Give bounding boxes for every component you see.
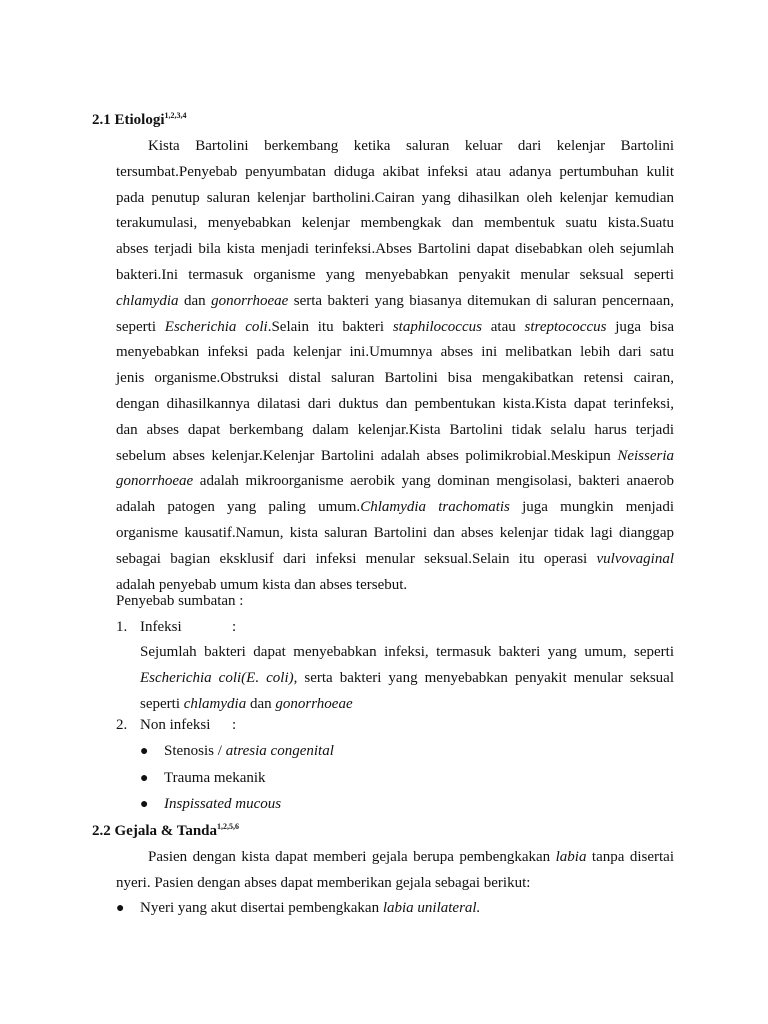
etiologi-paragraph	[116, 134, 674, 598]
text-line	[116, 845, 674, 871]
text-run: menyebabkan infeksi pada kelenjar ini.Umumnya abses ini melibatkan lebih dari satu	[116, 344, 674, 361]
italic-term: Chlamydia trachomatis	[360, 499, 510, 516]
text-run: adalah mikroorganisme aerobik yang dominan mengisolasi, bakteri anaerob	[193, 473, 674, 490]
italic-term: streptococcus	[524, 318, 607, 335]
text-run: dan	[246, 695, 276, 712]
text-line	[116, 469, 674, 495]
text-line	[116, 263, 674, 289]
text-run: juga bisa	[606, 318, 675, 335]
italic-term: atresia congenital	[225, 743, 334, 759]
italic-term: staphilococcus	[392, 318, 482, 335]
italic-term: labia unilateral.	[382, 900, 481, 916]
list-label-infeksi: Infeksi	[140, 619, 182, 635]
text-run: sebelum abses kelenjar.Kelenjar Bartolini adalah abses polimikrobial.Meskipun	[116, 447, 618, 464]
text-run: serta bakteri yang biasanya ditemukan di saluran pencernaan,	[288, 292, 674, 309]
bullet-dot-icon: ●	[140, 744, 149, 759]
text-line	[116, 871, 674, 897]
text-run: adalah penyebab umum kista dan abses tersebut.	[116, 576, 408, 593]
bullet-text	[164, 739, 334, 765]
text-line	[116, 160, 674, 186]
text-line	[116, 289, 674, 315]
heading-references: 1,2,3,4	[164, 111, 187, 120]
text-line	[116, 521, 674, 547]
italic-term: chlamydia	[116, 292, 179, 309]
text-run: Pasien dengan kista dapat memberi gejala berupa pembengkakan	[148, 849, 556, 865]
text-run: organisme kausatif.Namun, kista saluran Bartolini dan abses kelenjar tidak lagi dianggap	[116, 524, 674, 541]
section-heading-etiologi	[92, 111, 187, 129]
list-label-non-infeksi: Non infeksi	[140, 717, 211, 733]
heading-text: 2.2 Gejala & Tanda	[92, 823, 218, 839]
cause-intro: Penyebab sumbatan :	[116, 593, 244, 609]
text-run: seperti	[140, 695, 184, 712]
text-line	[116, 186, 674, 212]
text-line	[116, 495, 674, 521]
italic-term: gonorrhoeae	[275, 695, 353, 712]
text-run: sebagai bagian eksklusif dari infeksi menular seksual.Selain itu operasi	[116, 550, 597, 567]
text-run: atau	[481, 318, 525, 335]
section-heading-gejala	[92, 822, 239, 840]
italic-term: Inspissated mucous	[164, 796, 282, 812]
text-line	[140, 692, 674, 718]
text-run: .Selain itu bakteri	[267, 318, 393, 335]
text-run: bakteri.Ini termasuk organisme yang menyebabkan penyakit menular seksual seperti	[116, 266, 674, 283]
text-line	[116, 444, 674, 470]
text-line	[116, 211, 674, 237]
text-run: dan	[178, 292, 212, 309]
text-run: terakumulasi, menyebabkan kelenjar membengkak dan membentuk suatu kista.Suatu	[116, 215, 674, 232]
bullet-dot-icon: ●	[116, 901, 125, 916]
text-line	[116, 547, 674, 573]
bullet-text	[164, 792, 281, 818]
text-line	[140, 640, 674, 666]
heading-text: 2.1 Etiologi	[92, 112, 165, 128]
list-number-2: 2.	[116, 717, 128, 733]
text-line	[116, 418, 674, 444]
bullet-dot-icon: ●	[140, 797, 149, 812]
text-run: Sejumlah bakteri dapat menyebabkan infeksi, termasuk bakteri yang umum, seperti	[140, 644, 674, 660]
text-run: Stenosis /	[164, 743, 226, 759]
infeksi-paragraph	[140, 640, 674, 717]
text-run: , serta bakteri yang menyebabkan penyakit menular seksual	[293, 669, 674, 686]
italic-term: Escherichia coli	[164, 318, 268, 335]
text-run: seperti	[116, 318, 165, 335]
italic-term: gonorrhoeae	[211, 292, 289, 309]
italic-term: Escherichia coli(E. coli)	[140, 669, 294, 686]
text-run: Trauma mekanik	[164, 769, 266, 786]
text-line	[116, 340, 674, 366]
gejala-paragraph	[116, 845, 674, 897]
text-run: dan abses dapat berkembang dalam kelenjar.Kista Bartolini tidak selalu harus terjadi	[116, 421, 674, 438]
text-run: Kista Bartolini berkembang ketika saluran keluar dari kelenjar Bartolini	[148, 138, 674, 154]
italic-term: gonorrhoeae	[116, 473, 194, 490]
bullet-text	[164, 766, 266, 792]
text-run: Nyeri yang akut disertai pembengkakan	[140, 900, 383, 916]
italic-term: Neisseria	[617, 447, 674, 464]
text-line	[116, 315, 674, 341]
text-run: abses terjadi bila kista menjadi terinfeksi.Abses Bartolini dapat disebabkan oleh sejumlah	[116, 241, 674, 258]
text-run: tanpa disertai	[586, 849, 674, 865]
italic-term: labia	[555, 849, 587, 865]
bullet-dot-icon: ●	[140, 770, 149, 786]
bullet-text	[140, 896, 480, 922]
text-line	[140, 666, 674, 692]
text-line	[116, 237, 674, 263]
italic-term: vulvovaginal	[596, 550, 674, 567]
text-run: jenis organisme.Obstruksi distal saluran Bartolini bisa mengakibatkan retensi cairan,	[116, 370, 674, 387]
list-colon-2: :	[232, 717, 237, 733]
text-run: tersumbat.Penyebab penyumbatan diduga akibat infeksi atau adanya pertumbuhan kulit	[116, 163, 674, 180]
text-run: dengan dihasilkannya dilatasi dari duktus dan pembentukan kista.Kista dapat terinfeksi,	[116, 395, 674, 412]
text-line	[116, 366, 674, 392]
list-number-1: 1.	[116, 619, 128, 635]
list-colon-1: :	[232, 619, 237, 635]
text-run: adalah patogen yang paling umum.	[116, 499, 361, 516]
text-line	[116, 134, 674, 160]
text-run: nyeri. Pasien dengan abses dapat memberikan gejala sebagai berikut:	[116, 874, 531, 891]
text-line	[116, 392, 674, 418]
text-run: pada penutup saluran kelenjar bartholini.Cairan yang dihasilkan oleh kelenjar kemudian	[116, 189, 674, 206]
heading-references: 1,2,5,6	[217, 822, 240, 831]
italic-term: chlamydia	[183, 695, 247, 712]
text-run: juga mungkin menjadi	[509, 499, 675, 516]
